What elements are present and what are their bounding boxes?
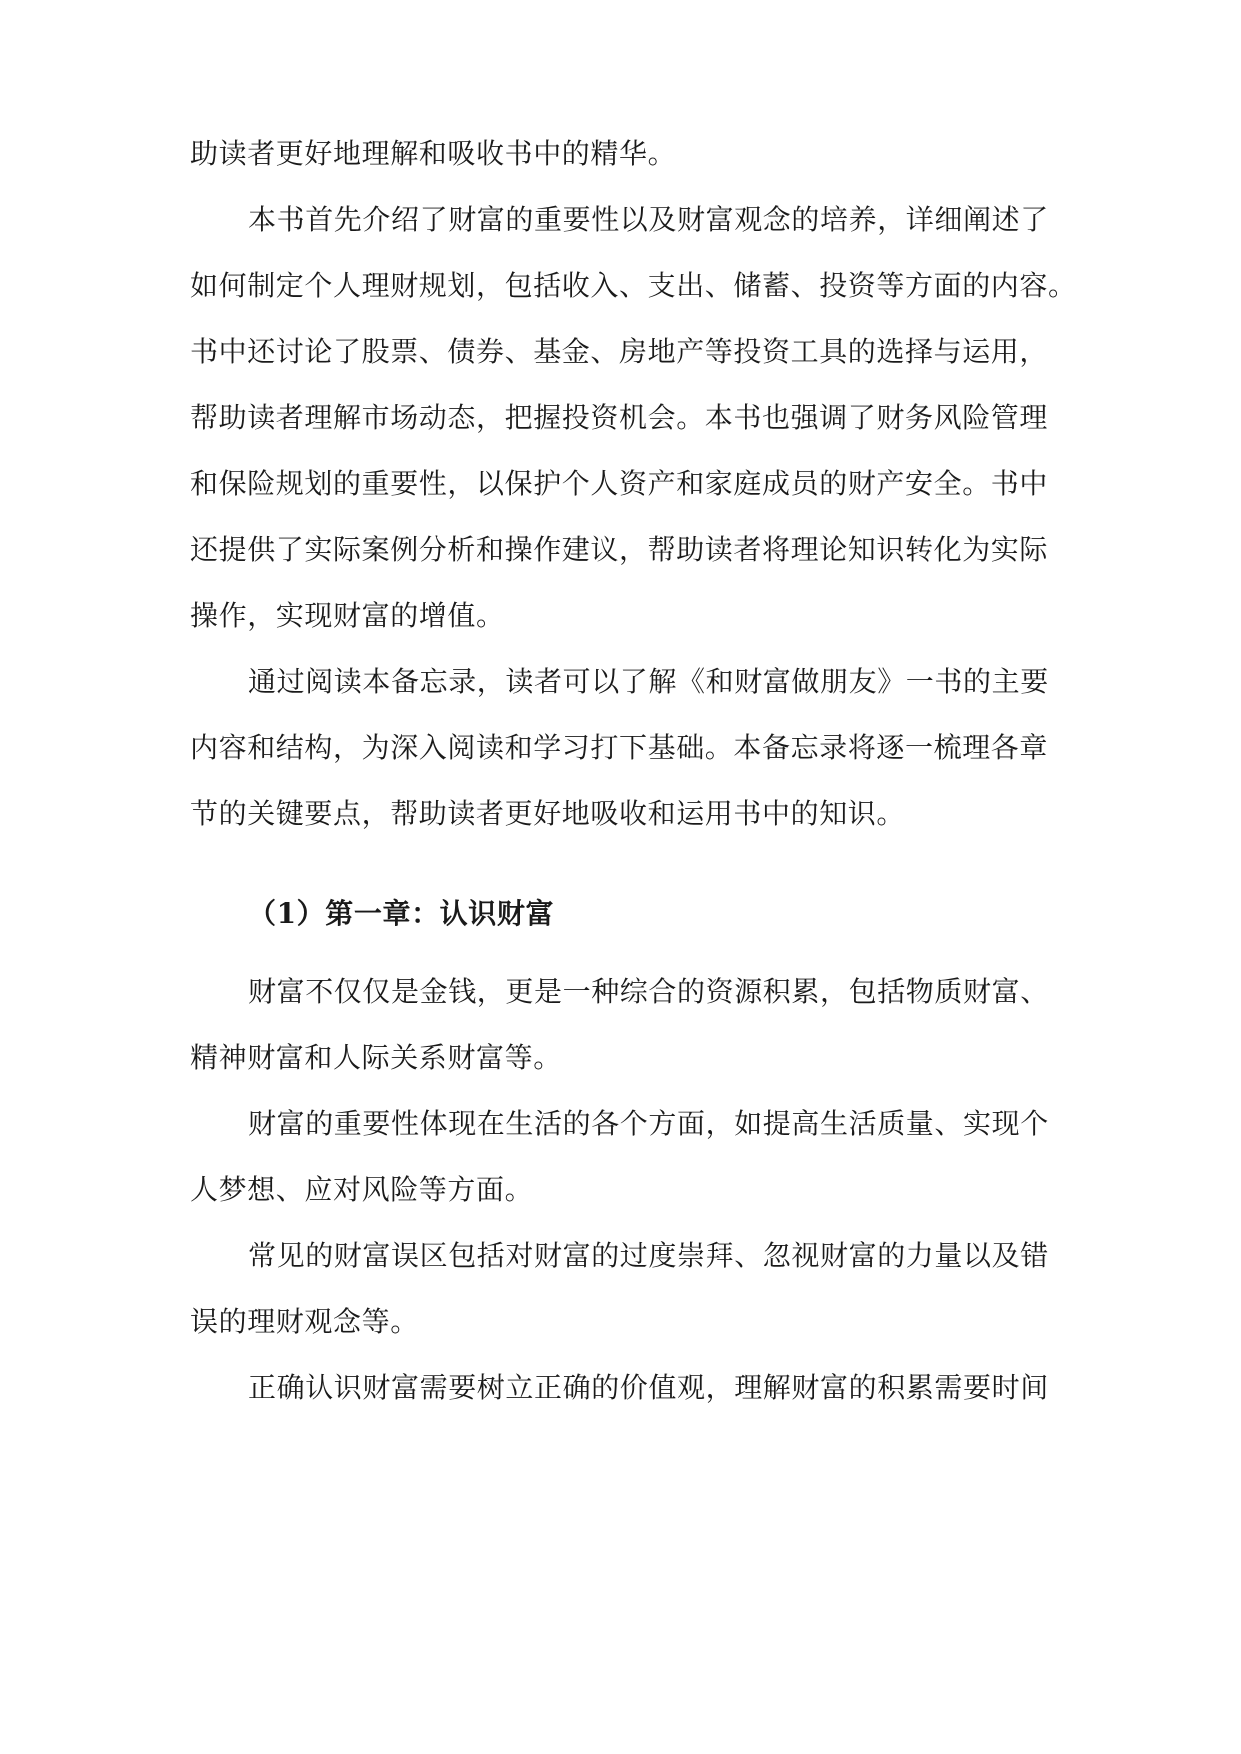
paragraph-line: 内容和结构，为深入阅读和学习打下基础。本备忘录将逐一梳理各章 — [190, 731, 1049, 764]
paragraph-line: 操作，实现财富的增值。 — [190, 599, 505, 632]
paragraph-line: 误的理财观念等。 — [190, 1305, 419, 1338]
paragraph-line: 本书首先介绍了财富的重要性以及财富观念的培养，详细阐述了 — [248, 203, 1049, 236]
intro-line: 助读者更好地理解和吸收书中的精华。 — [190, 137, 677, 170]
paragraph-line: 正确认识财富需要树立正确的价值观，理解财富的积累需要时间 — [248, 1371, 1049, 1404]
paragraph-line: 节的关键要点，帮助读者更好地吸收和运用书中的知识。 — [190, 797, 906, 830]
paragraph-line: 如何制定个人理财规划，包括收入、支出、储蓄、投资等方面的内容。 — [190, 269, 1077, 302]
paragraph-line: 帮助读者理解市场动态，把握投资机会。本书也强调了财务风险管理 — [190, 401, 1049, 434]
paragraph-line: 精神财富和人际关系财富等。 — [190, 1041, 562, 1074]
paragraph-line: 人梦想、应对风险等方面。 — [190, 1173, 534, 1206]
paragraph-line: 财富不仅仅是金钱，更是一种综合的资源积累，包括物质财富、 — [248, 975, 1049, 1008]
paragraph-line: 财富的重要性体现在生活的各个方面，如提高生活质量、实现个 — [248, 1107, 1049, 1140]
paragraph-line: 常见的财富误区包括对财富的过度崇拜、忽视财富的力量以及错 — [248, 1239, 1049, 1272]
paragraph-line: 还提供了实际案例分析和操作建议，帮助读者将理论知识转化为实际 — [190, 533, 1049, 566]
paragraph-line: 和保险规划的重要性，以保护个人资产和家庭成员的财产安全。书中 — [190, 467, 1049, 500]
paragraph-line: 书中还讨论了股票、债券、基金、房地产等投资工具的选择与运用， — [190, 335, 1049, 368]
chapter-heading: （1）第一章：认识财富 — [248, 897, 555, 930]
paragraph-line: 通过阅读本备忘录，读者可以了解《和财富做朋友》一书的主要 — [248, 665, 1049, 698]
